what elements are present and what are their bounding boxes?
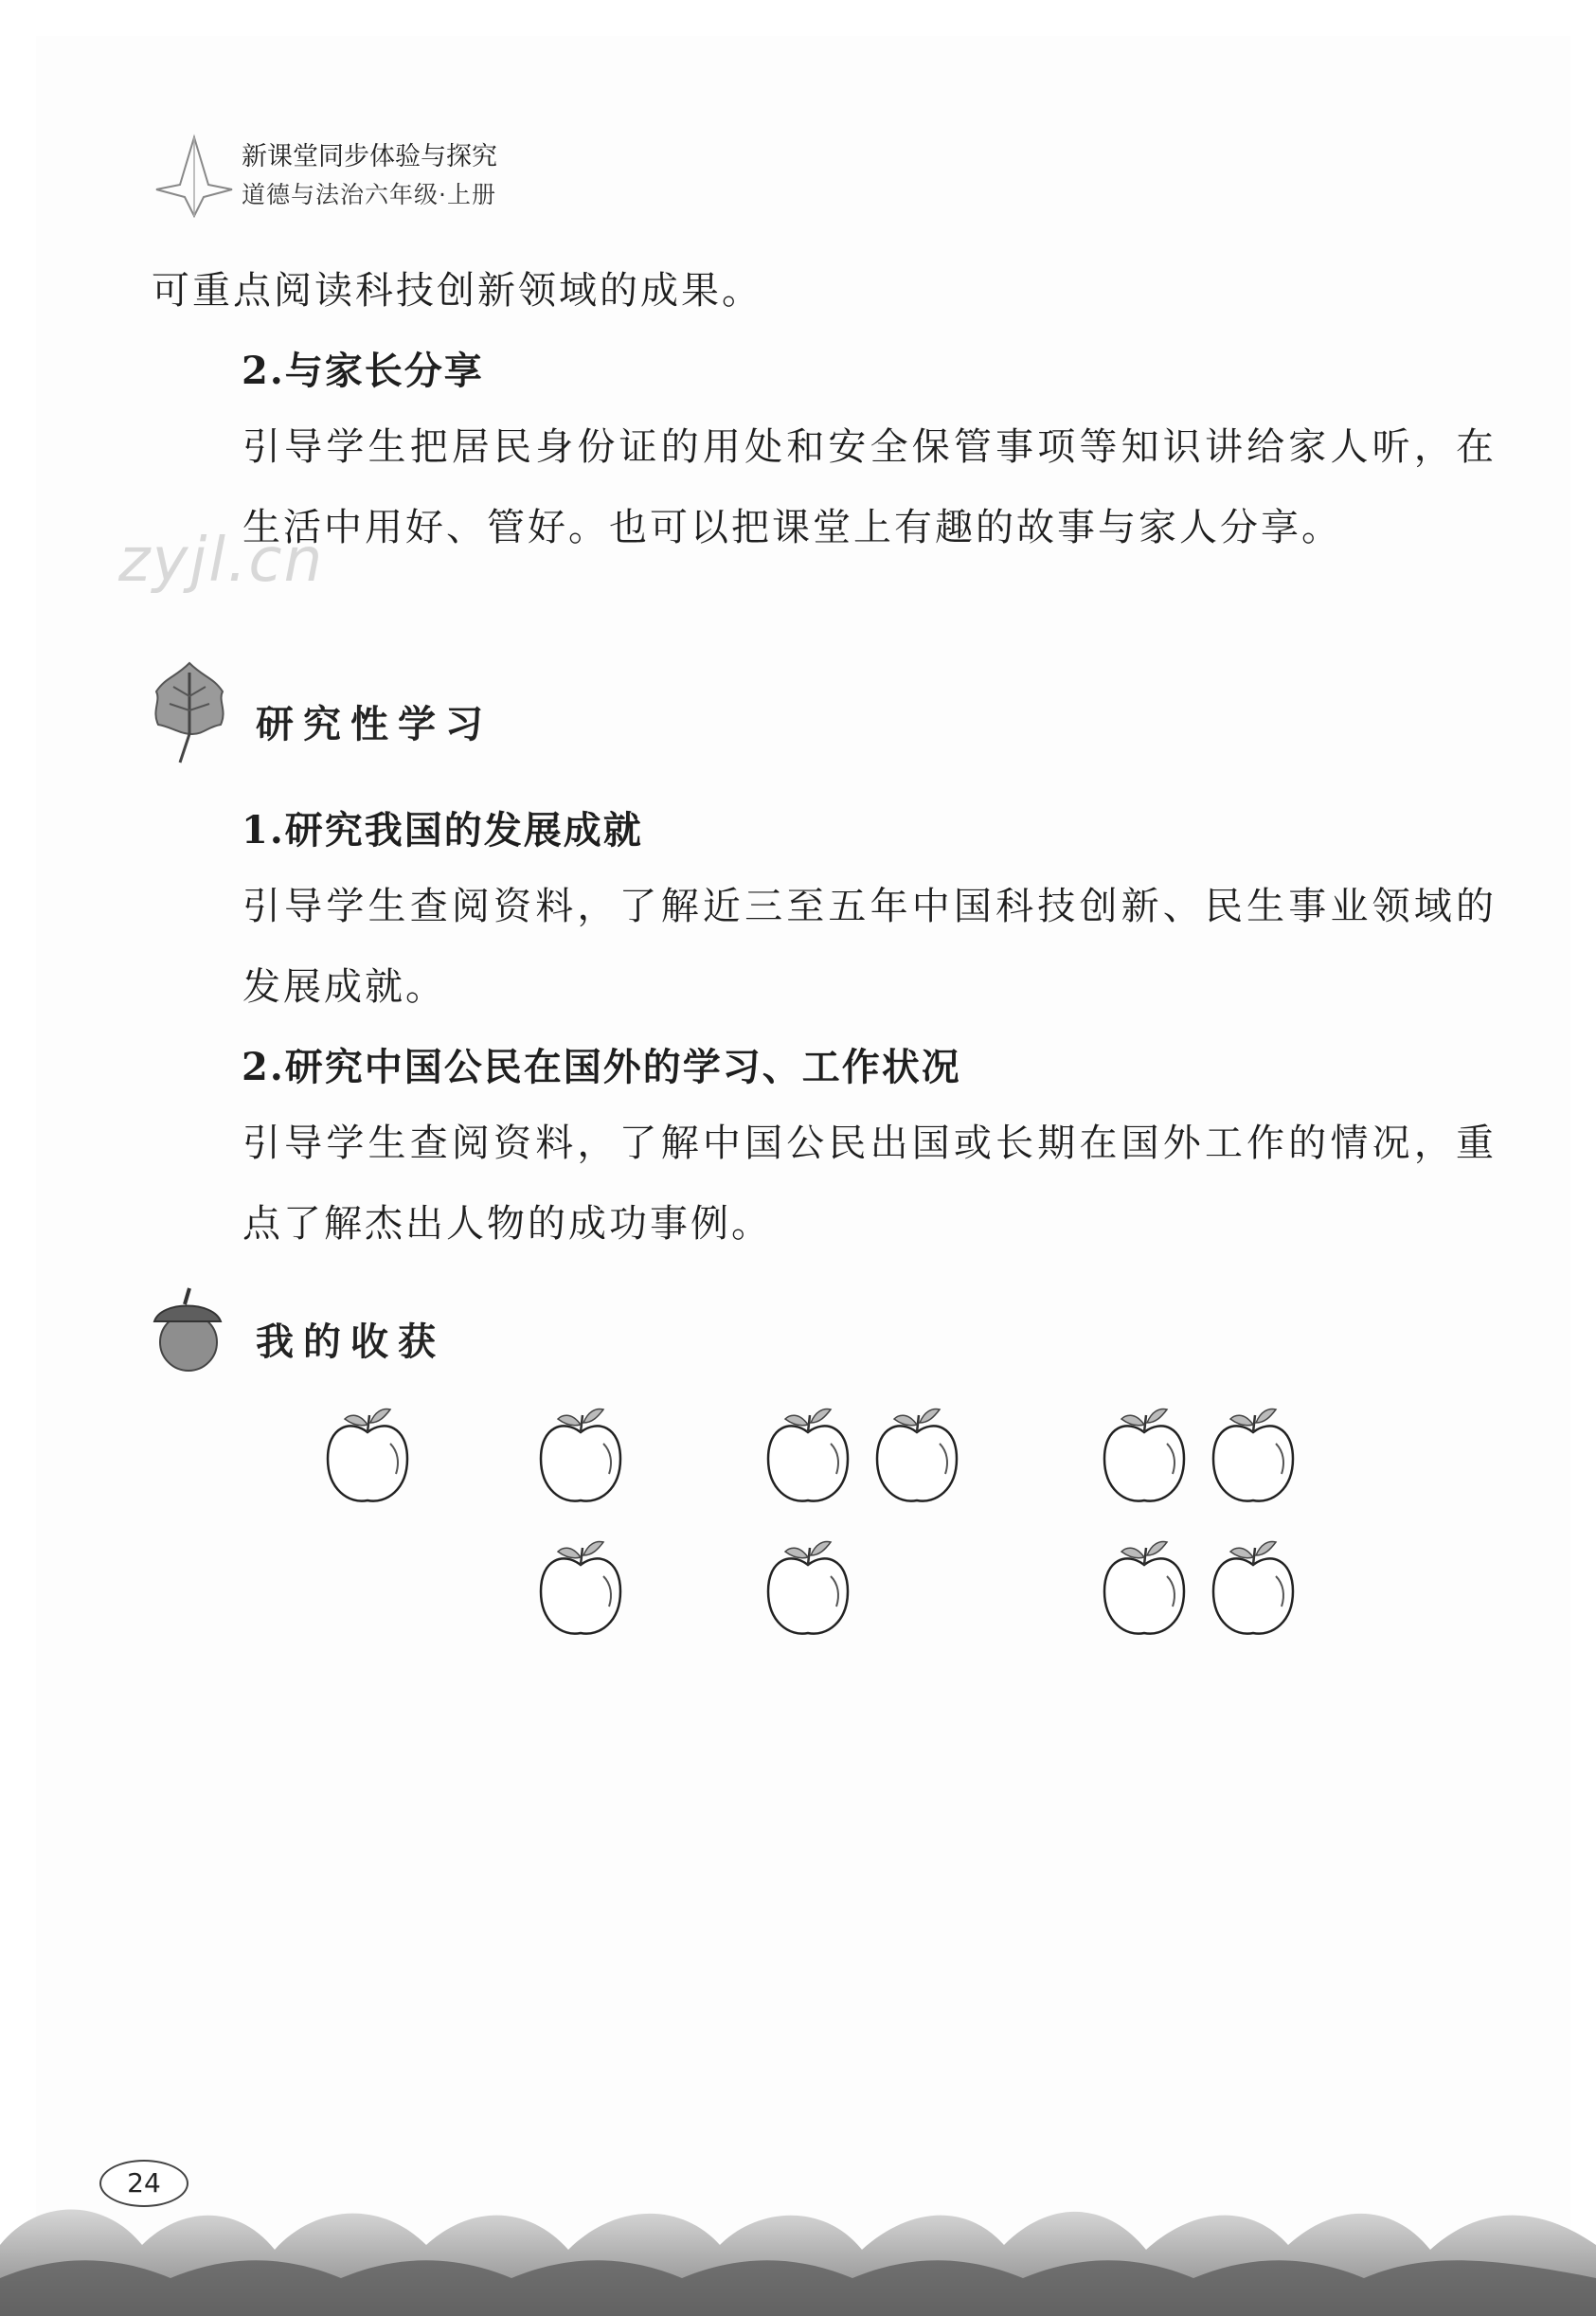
apple-icon	[1208, 1402, 1299, 1519]
apple-icon	[762, 1402, 853, 1519]
research-item2-text: 引导学生查阅资料，了解中国公民出国或长期在国外工作的情况，重点了解杰出人物的成功事例。	[242, 1122, 1497, 1246]
harvest-title: 我的收获	[256, 1320, 445, 1364]
watermark: zyjl.cn	[118, 526, 325, 596]
leaf-icon	[147, 658, 232, 767]
apple-icon	[535, 1535, 626, 1652]
page-number: 24	[99, 2160, 188, 2207]
research-title: 研究性学习	[256, 703, 493, 746]
footer-wave-decoration	[0, 2179, 1596, 2316]
apple-icon	[871, 1402, 962, 1519]
apple-icon	[322, 1402, 413, 1519]
share-text: 引导学生把居民身份证的用处和安全保管事项等知识讲给家人听，在生活中用好、管好。也可以把课堂上有趣的故事与家人分享。	[242, 425, 1497, 549]
apple-icon	[1099, 1535, 1190, 1652]
book-subtitle: 道德与法治六年级·上册	[242, 181, 496, 208]
share-heading: 2.与家长分享	[242, 349, 484, 393]
research-item2-heading: 2.研究中国公民在国外的学习、工作状况	[242, 1045, 961, 1089]
apple-icon	[762, 1535, 853, 1652]
share-paragraph	[152, 407, 1497, 568]
apple-icon	[1099, 1402, 1190, 1519]
acorn-icon	[147, 1284, 227, 1373]
leaf-logo-icon	[152, 133, 237, 218]
research-item1-heading: 1.研究我国的发展成就	[242, 808, 643, 853]
research-item1-paragraph	[152, 867, 1497, 1028]
intro-line: 可重点阅读科技创新领域的成果。	[152, 269, 762, 313]
research-item1-text: 引导学生查阅资料，了解近三至五年中国科技创新、民生事业领域的发展成就。	[242, 885, 1497, 1009]
research-item2-paragraph	[152, 1104, 1497, 1265]
intro-text	[152, 251, 1497, 332]
book-title: 新课堂同步体验与探究	[242, 142, 497, 171]
apple-icon	[535, 1402, 626, 1519]
apple-icon	[1208, 1535, 1299, 1652]
